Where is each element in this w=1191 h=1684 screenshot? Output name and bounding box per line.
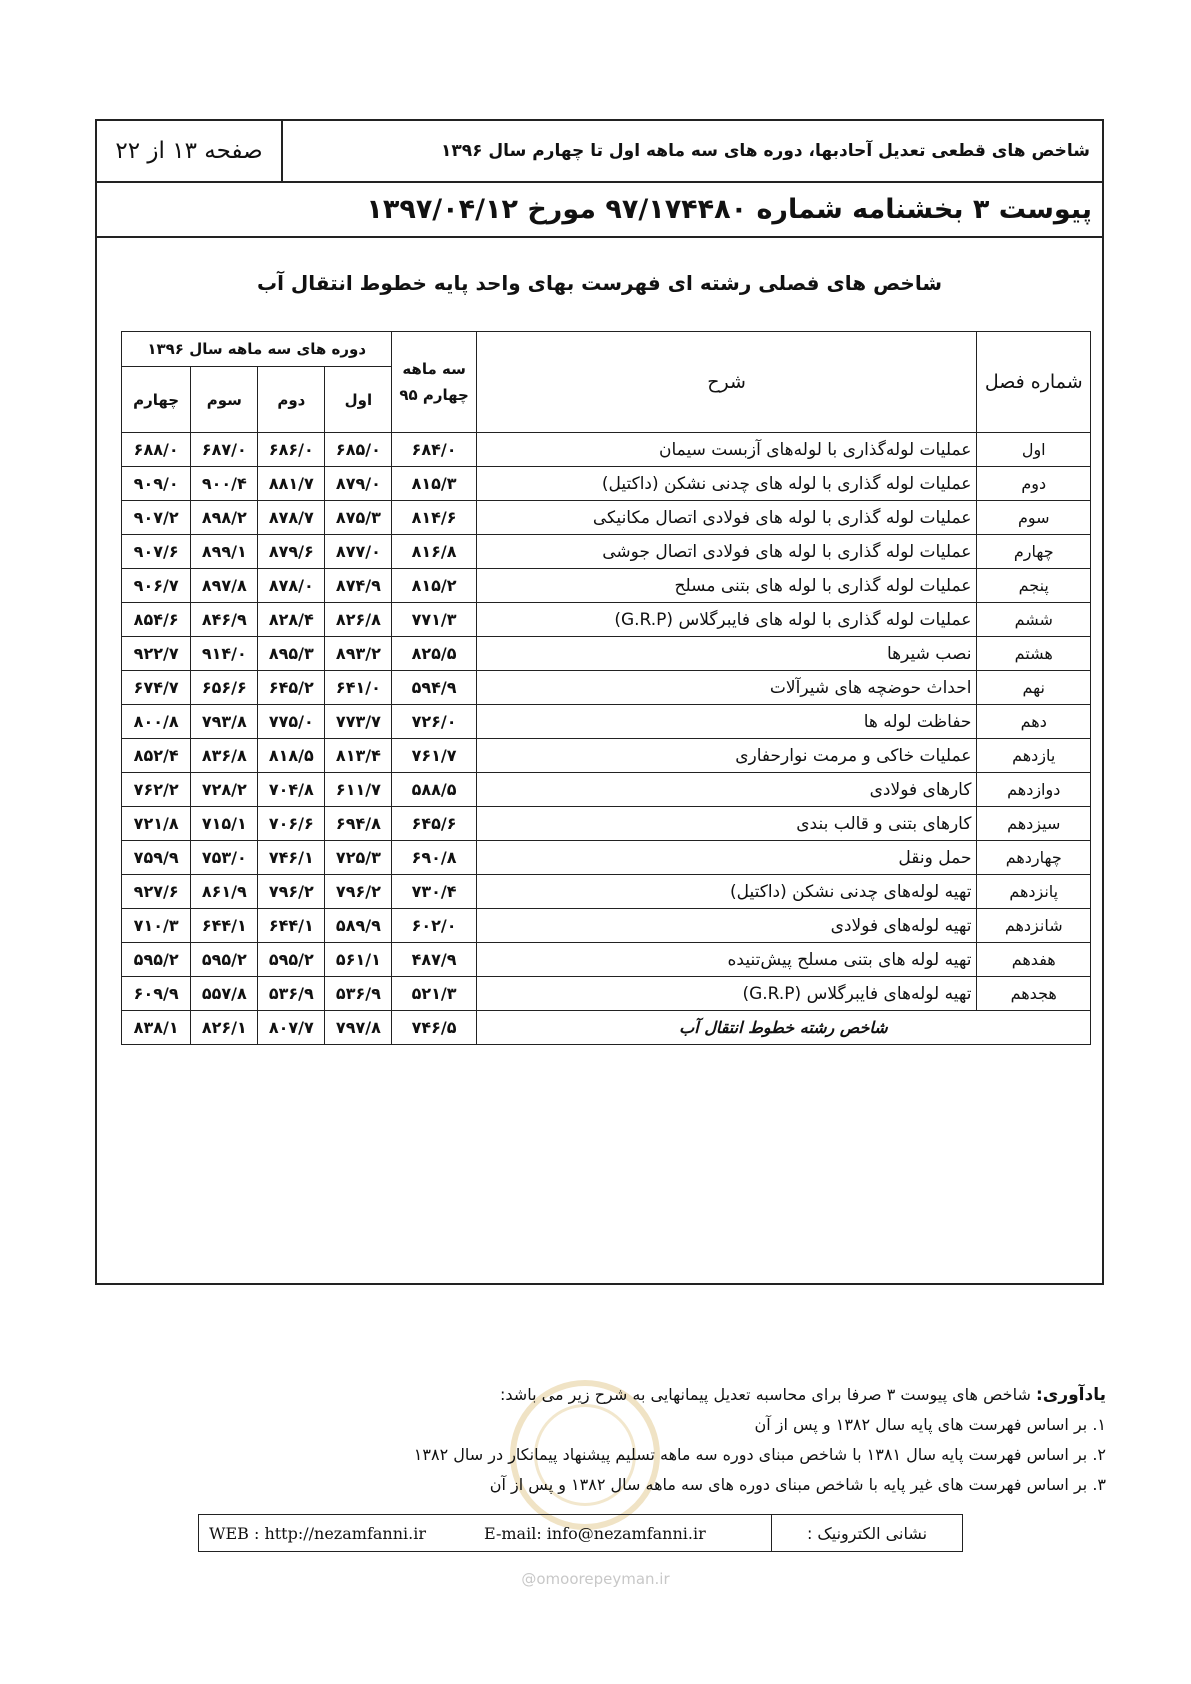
table-body — [122, 433, 1091, 1011]
q2-value-cell: ۷۰۶/۶ — [258, 807, 325, 841]
q4-value-cell: ۹۰۷/۶ — [122, 535, 191, 569]
section-cell: هفدهم — [977, 943, 1091, 977]
notes-intro: شاخص های پیوست ۳ صرفا برای محاسبه تعدیل پیمانهایی به شرح زیر می باشد: — [500, 1385, 1036, 1404]
q3-value-cell: ۶۸۷/۰ — [191, 433, 258, 467]
description-cell: تهیه لوله های بتنی مسلح پیش‌تنیده — [476, 943, 977, 977]
header-q3: سوم — [191, 367, 258, 433]
base-value-cell: ۶۰۲/۰ — [392, 909, 476, 943]
section-cell: پانزدهم — [977, 875, 1091, 909]
section-cell: شانزدهم — [977, 909, 1091, 943]
q2-value-cell: ۸۹۵/۳ — [258, 637, 325, 671]
header-top-row — [97, 121, 1102, 183]
q3-value-cell: ۹۰۰/۴ — [191, 467, 258, 501]
q2-value-cell: ۶۴۴/۱ — [258, 909, 325, 943]
q1-value-cell: ۷۲۵/۳ — [325, 841, 392, 875]
section-cell: سوم — [977, 501, 1091, 535]
header-base-quarter — [392, 332, 476, 433]
notes-item: ۱. بر اساس فهرست های پایه سال ۱۳۸۲ و پس از آن — [754, 1415, 1106, 1434]
q2-value-cell: ۷۴۶/۱ — [258, 841, 325, 875]
table-row — [122, 569, 1091, 603]
description-cell: عملیات لوله گذاری با لوله های فولادی اتصال مکانیکی — [476, 501, 977, 535]
contact-web-link[interactable]: WEB : http://nezamfanni.ir — [209, 1523, 426, 1543]
contact-email-link[interactable]: E-mail: info@nezamfanni.ir — [484, 1523, 706, 1543]
q2-value-cell: ۶۴۵/۲ — [258, 671, 325, 705]
table-row — [122, 943, 1091, 977]
notes-item: ۲. بر اساس فهرست پایه سال ۱۳۸۱ با شاخص مبنای دوره سه ماهه تسلیم پیشنهاد پیمانکار در سال ۱۳۸۲ — [413, 1445, 1106, 1464]
q3-value-cell: ۸۴۶/۹ — [191, 603, 258, 637]
q1-value-cell: ۸۷۹/۰ — [325, 467, 392, 501]
q2-value-cell: ۸۸۱/۷ — [258, 467, 325, 501]
base-value-cell: ۶۹۰/۸ — [392, 841, 476, 875]
section-cell: هشتم — [977, 637, 1091, 671]
table-row — [122, 773, 1091, 807]
description-cell: نصب شیرها — [476, 637, 977, 671]
q1-value-cell: ۵۸۹/۹ — [325, 909, 392, 943]
q1-value-cell: ۷۷۳/۷ — [325, 705, 392, 739]
q2-value-cell: ۸۷۸/۷ — [258, 501, 325, 535]
section-cell: هجدهم — [977, 977, 1091, 1011]
q1-value-cell: ۸۱۳/۴ — [325, 739, 392, 773]
section-cell: یازدهم — [977, 739, 1091, 773]
q4-value-cell: ۷۲۱/۸ — [122, 807, 191, 841]
base-value-cell: ۸۱۵/۳ — [392, 467, 476, 501]
page-number: صفحه ۱۳ از ۲۲ — [97, 121, 283, 181]
description-cell: عملیات لوله گذاری با لوله های چدنی نشکن (داکتیل) — [476, 467, 977, 501]
q3-value-cell: ۸۹۷/۸ — [191, 569, 258, 603]
q3-value-cell: ۸۶۱/۹ — [191, 875, 258, 909]
header-description: شرح — [476, 332, 977, 433]
section-cell: دوازدهم — [977, 773, 1091, 807]
notes-item: ۳. بر اساس فهرست های غیر پایه با شاخص مبنای دوره های سه ماهه سال ۱۳۸۲ و پس از آن — [489, 1475, 1106, 1494]
table-row — [122, 807, 1091, 841]
base-value-cell: ۵۸۸/۵ — [392, 773, 476, 807]
description-cell: عملیات لوله‌گذاری با لوله‌های آزبست سیمان — [476, 433, 977, 467]
description-cell: حفاظت لوله ها — [476, 705, 977, 739]
notes-lead: یادآوری: — [1035, 1385, 1106, 1405]
q4-value-cell: ۶۰۹/۹ — [122, 977, 191, 1011]
table-row — [122, 637, 1091, 671]
q4-value-cell: ۹۰۹/۰ — [122, 467, 191, 501]
table-row — [122, 739, 1091, 773]
base-value-cell: ۸۱۴/۶ — [392, 501, 476, 535]
base-value-cell: ۵۹۴/۹ — [392, 671, 476, 705]
table-row — [122, 535, 1091, 569]
base-value-cell: ۷۳۰/۴ — [392, 875, 476, 909]
section-cell: اول — [977, 433, 1091, 467]
header-q2: دوم — [258, 367, 325, 433]
description-cell: حمل ونقل — [476, 841, 977, 875]
q1-value-cell: ۶۸۵/۰ — [325, 433, 392, 467]
table-row — [122, 501, 1091, 535]
q4-value-cell: ۹۰۶/۷ — [122, 569, 191, 603]
appendix-title: پیوست ۳ بخشنامه شماره ۹۷/۱۷۴۴۸۰ مورخ ۱۳۹۷/۰۴/۱۲ — [97, 183, 1102, 238]
document-title: شاخص های قطعی تعدیل آحادبها، دوره های سه ماهه اول تا چهارم سال ۱۳۹۶ — [441, 141, 1090, 161]
q4-value-cell: ۹۲۲/۷ — [122, 637, 191, 671]
table-row — [122, 433, 1091, 467]
q3-value-cell: ۸۳۶/۸ — [191, 739, 258, 773]
notes-intro-line — [200, 1380, 1106, 1410]
q1-value-cell: ۶۹۴/۸ — [325, 807, 392, 841]
table-row — [122, 909, 1091, 943]
q1-value-cell: ۷۹۶/۲ — [325, 875, 392, 909]
q4-value-cell: ۸۵۴/۶ — [122, 603, 191, 637]
total-q3: ۸۲۶/۱ — [191, 1011, 258, 1045]
q2-value-cell: ۸۲۸/۴ — [258, 603, 325, 637]
table-row — [122, 705, 1091, 739]
description-cell: کارهای بتنی و قالب بندی — [476, 807, 977, 841]
header-quarter-group: دوره های سه ماهه سال ۱۳۹۶ — [122, 332, 392, 367]
q2-value-cell: ۸۷۹/۶ — [258, 535, 325, 569]
base-value-cell: ۸۱۶/۸ — [392, 535, 476, 569]
q1-value-cell: ۸۹۳/۲ — [325, 637, 392, 671]
base-value-cell: ۶۴۵/۶ — [392, 807, 476, 841]
index-table — [121, 331, 1091, 1045]
description-cell: عملیات لوله گذاری با لوله های بتنی مسلح — [476, 569, 977, 603]
description-cell: عملیات لوله گذاری با لوله های فولادی اتصال جوشی — [476, 535, 977, 569]
total-q1: ۷۹۷/۸ — [325, 1011, 392, 1045]
table-title: شاخص های فصلی رشته ای فهرست بهای واحد پایه خطوط انتقال آب — [256, 271, 943, 295]
q3-value-cell: ۷۱۵/۱ — [191, 807, 258, 841]
total-label: شاخص رشته خطوط انتقال آب — [476, 1011, 1090, 1045]
q3-value-cell: ۵۵۷/۸ — [191, 977, 258, 1011]
q2-value-cell: ۸۷۸/۰ — [258, 569, 325, 603]
q3-value-cell: ۷۹۳/۸ — [191, 705, 258, 739]
base-value-cell: ۶۸۴/۰ — [392, 433, 476, 467]
q3-value-cell: ۸۹۹/۱ — [191, 535, 258, 569]
q2-value-cell: ۶۸۶/۰ — [258, 433, 325, 467]
table-row — [122, 603, 1091, 637]
q2-value-cell: ۸۱۸/۵ — [258, 739, 325, 773]
table-row — [122, 977, 1091, 1011]
section-cell: چهارم — [977, 535, 1091, 569]
q2-value-cell: ۷۹۶/۲ — [258, 875, 325, 909]
base-value-cell: ۷۲۶/۰ — [392, 705, 476, 739]
total-q4: ۸۳۸/۱ — [122, 1011, 191, 1045]
q4-value-cell: ۵۹۵/۲ — [122, 943, 191, 977]
q4-value-cell: ۶۷۴/۷ — [122, 671, 191, 705]
q1-value-cell: ۸۷۵/۳ — [325, 501, 392, 535]
description-cell: عملیات لوله گذاری با لوله های فایبرگلاس (G.R.P) — [476, 603, 977, 637]
description-cell: تهیه لوله‌های چدنی نشکن (داکتیل) — [476, 875, 977, 909]
q1-value-cell: ۶۱۱/۷ — [325, 773, 392, 807]
base-value-cell: ۸۱۵/۲ — [392, 569, 476, 603]
q4-value-cell: ۷۵۹/۹ — [122, 841, 191, 875]
section-cell: چهاردهم — [977, 841, 1091, 875]
description-cell: احداث حوضچه های شیرآلات — [476, 671, 977, 705]
q4-value-cell: ۹۲۷/۶ — [122, 875, 191, 909]
q3-value-cell: ۵۹۵/۲ — [191, 943, 258, 977]
q3-value-cell: ۶۴۴/۱ — [191, 909, 258, 943]
section-cell: دهم — [977, 705, 1091, 739]
total-q2: ۸۰۷/۷ — [258, 1011, 325, 1045]
header-q4: چهارم — [122, 367, 191, 433]
q4-value-cell: ۸۰۰/۸ — [122, 705, 191, 739]
description-cell: تهیه لوله‌های فولادی — [476, 909, 977, 943]
q2-value-cell: ۵۳۶/۹ — [258, 977, 325, 1011]
section-cell: پنجم — [977, 569, 1091, 603]
base-value-cell: ۷۶۱/۷ — [392, 739, 476, 773]
section-cell: سیزدهم — [977, 807, 1091, 841]
total-row — [122, 1011, 1091, 1045]
table-row — [122, 875, 1091, 909]
q4-value-cell: ۸۵۲/۴ — [122, 739, 191, 773]
q3-value-cell: ۹۱۴/۰ — [191, 637, 258, 671]
description-cell: کارهای فولادی — [476, 773, 977, 807]
total-base: ۷۴۶/۵ — [392, 1011, 476, 1045]
q3-value-cell: ۷۲۸/۲ — [191, 773, 258, 807]
q1-value-cell: ۵۳۶/۹ — [325, 977, 392, 1011]
section-cell: ششم — [977, 603, 1091, 637]
q1-value-cell: ۵۶۱/۱ — [325, 943, 392, 977]
description-cell: عملیات خاکی و مرمت نوارحفاری — [476, 739, 977, 773]
watermark-site-text: @omoorepeyman.ir — [521, 1570, 670, 1588]
q4-value-cell: ۷۱۰/۳ — [122, 909, 191, 943]
q1-value-cell: ۸۷۷/۰ — [325, 535, 392, 569]
table-row — [122, 841, 1091, 875]
base-value-cell: ۸۲۵/۵ — [392, 637, 476, 671]
q3-value-cell: ۸۹۸/۲ — [191, 501, 258, 535]
base-value-cell: ۷۷۱/۳ — [392, 603, 476, 637]
q3-value-cell: ۷۵۳/۰ — [191, 841, 258, 875]
q2-value-cell: ۷۷۵/۰ — [258, 705, 325, 739]
table-row — [122, 467, 1091, 501]
base-value-cell: ۴۸۷/۹ — [392, 943, 476, 977]
table-row — [122, 671, 1091, 705]
notes-block — [200, 1380, 1106, 1500]
q4-value-cell: ۷۶۲/۲ — [122, 773, 191, 807]
q3-value-cell: ۶۵۶/۶ — [191, 671, 258, 705]
q1-value-cell: ۸۷۴/۹ — [325, 569, 392, 603]
page-frame — [95, 119, 1104, 1285]
q2-value-cell: ۷۰۴/۸ — [258, 773, 325, 807]
q2-value-cell: ۵۹۵/۲ — [258, 943, 325, 977]
contact-box — [198, 1514, 963, 1552]
header-section: شماره فصل — [977, 332, 1091, 433]
base-value-cell: ۵۲۱/۳ — [392, 977, 476, 1011]
description-cell: تهیه لوله‌های فایبرگلاس (G.R.P) — [476, 977, 977, 1011]
q4-value-cell: ۹۰۷/۲ — [122, 501, 191, 535]
q1-value-cell: ۸۲۶/۸ — [325, 603, 392, 637]
section-cell: نهم — [977, 671, 1091, 705]
header-q1: اول — [325, 367, 392, 433]
contact-label: نشانی الکترونیک : — [771, 1515, 962, 1551]
header-base-quarter-label: سه ماهه چهارم ۹۵ — [399, 360, 469, 404]
section-cell: دوم — [977, 467, 1091, 501]
q4-value-cell: ۶۸۸/۰ — [122, 433, 191, 467]
q1-value-cell: ۶۴۱/۰ — [325, 671, 392, 705]
